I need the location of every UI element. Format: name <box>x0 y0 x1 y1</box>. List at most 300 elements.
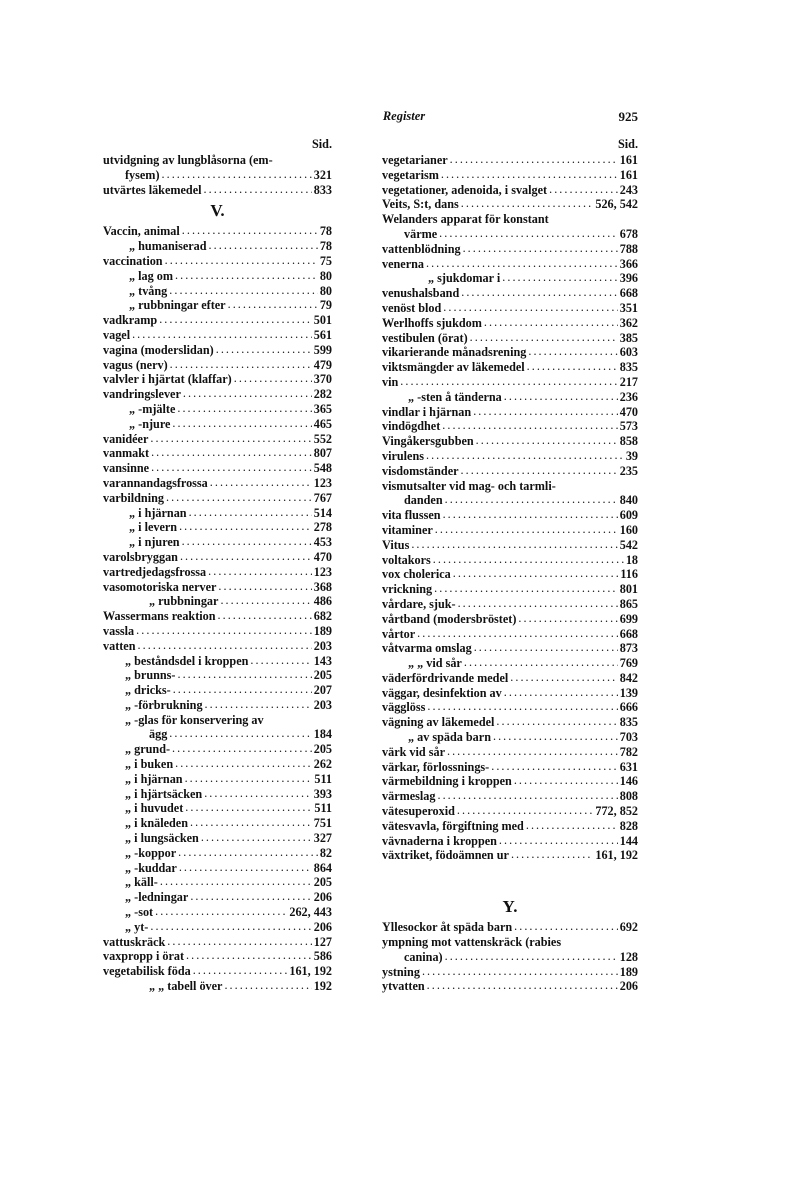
index-entry <box>103 446 332 461</box>
entry-term: ytvatten <box>382 979 425 994</box>
index-entry <box>103 979 332 994</box>
entry-page-ref: 362 <box>619 315 638 330</box>
dot-leader <box>234 372 312 386</box>
dot-leader <box>178 846 318 860</box>
dot-leader <box>474 641 618 655</box>
index-entry <box>382 153 638 168</box>
dot-leader <box>177 668 311 682</box>
entry-page-ref: 393 <box>313 786 332 801</box>
entry-term: venerna <box>382 256 424 271</box>
index-entry <box>382 538 638 553</box>
index-entry <box>103 417 332 432</box>
index-entry <box>103 239 332 254</box>
entry-page-ref: 243 <box>619 182 638 197</box>
index-entry <box>103 387 332 402</box>
entry-page-ref: 833 <box>313 182 332 197</box>
dot-leader <box>250 654 311 668</box>
index-entry <box>103 343 332 358</box>
dot-leader <box>172 417 311 431</box>
entry-term: utvidgning av lungblåsorna (em- <box>103 153 273 167</box>
entry-term: „ beståndsdel i kroppen <box>125 653 249 668</box>
index-entry <box>382 582 638 597</box>
index-entry <box>382 316 638 331</box>
entry-page-ref: 128 <box>619 949 638 964</box>
dot-leader <box>504 390 618 404</box>
index-entry <box>382 434 638 449</box>
entry-page-ref: 321 <box>313 167 332 182</box>
index-entry <box>103 801 332 816</box>
dot-leader <box>175 269 318 283</box>
entry-term: varolsbryggan <box>103 549 178 564</box>
entry-page-ref: 511 <box>314 801 332 816</box>
entry-term: Vingåkersgubben <box>382 434 474 449</box>
dot-leader <box>426 257 618 271</box>
index-entry <box>103 846 332 861</box>
index-entry <box>382 286 638 301</box>
index-entry <box>103 905 332 920</box>
entry-page-ref: 123 <box>313 564 332 579</box>
index-entry <box>382 242 638 257</box>
entry-term: vätesuperoxid <box>382 804 455 819</box>
dot-leader <box>204 787 312 801</box>
dot-leader <box>502 271 617 285</box>
entry-page-ref: 603 <box>619 345 638 360</box>
entry-page-ref: 828 <box>619 818 638 833</box>
entry-page-ref: 206 <box>313 919 332 934</box>
index-entry <box>382 271 638 286</box>
index-entry <box>382 168 638 183</box>
entry-term: väggar, desinfektion av <box>382 685 502 700</box>
dot-leader <box>461 464 618 478</box>
entry-page-ref: 470 <box>313 549 332 564</box>
entry-page-ref: 873 <box>619 641 638 656</box>
entry-term: vandringslever <box>103 387 181 402</box>
index-entry <box>103 506 332 521</box>
dot-leader <box>450 153 618 167</box>
dot-leader <box>155 905 287 919</box>
dot-leader <box>136 624 312 638</box>
entry-page-ref: 205 <box>313 668 332 683</box>
index-entry <box>103 713 332 728</box>
entry-page-ref: 327 <box>313 831 332 846</box>
entry-term: varannandagsfrossa <box>103 475 208 490</box>
dot-leader <box>173 683 312 697</box>
index-entry <box>382 848 638 863</box>
dot-leader <box>167 935 311 949</box>
entry-term: „ i huvudet <box>125 801 184 816</box>
entry-page-ref: 351 <box>619 300 638 315</box>
entry-term: vagel <box>103 327 131 342</box>
dot-leader <box>170 358 312 372</box>
dot-leader <box>179 520 312 534</box>
index-entry <box>103 727 332 742</box>
index-entry <box>103 550 332 565</box>
entry-page-ref: 668 <box>619 286 638 301</box>
entry-term: „ av späda barn <box>408 730 491 745</box>
index-entry <box>382 920 638 935</box>
index-entry <box>382 390 638 405</box>
dot-leader <box>201 831 312 845</box>
entry-page-ref: 262, 443 <box>289 905 332 920</box>
entry-page-ref: 542 <box>619 537 638 552</box>
entry-term: vassla <box>103 623 135 638</box>
entry-page-ref: 82 <box>319 845 332 860</box>
dot-leader <box>527 360 618 374</box>
index-entry <box>103 668 332 683</box>
entry-page-ref: 161 <box>619 153 638 167</box>
entry-term: valvler i hjärtat (klaffar) <box>103 372 232 387</box>
dot-leader <box>504 686 618 700</box>
page-number: 925 <box>618 109 638 124</box>
dot-leader <box>528 345 617 359</box>
entry-term: vanidéer <box>103 431 149 446</box>
index-entry <box>382 523 638 538</box>
dot-leader <box>182 535 312 549</box>
dot-leader <box>228 298 318 312</box>
dot-leader <box>179 861 312 875</box>
dot-leader <box>218 580 311 594</box>
index-entry <box>382 612 638 627</box>
entry-page-ref: 703 <box>619 730 638 745</box>
index-entry <box>103 298 332 313</box>
entry-term: „ „ vid sår <box>408 656 462 671</box>
dot-leader <box>205 698 312 712</box>
dot-leader <box>445 950 618 964</box>
index-entry <box>382 774 638 789</box>
index-entry <box>103 476 332 491</box>
dot-leader <box>411 538 617 552</box>
index-entry <box>103 609 332 624</box>
index-entry <box>103 461 332 476</box>
entry-page-ref: 772, 852 <box>595 804 638 819</box>
index-entry <box>382 641 638 656</box>
entry-page-ref: 144 <box>619 833 638 848</box>
index-entry <box>382 493 638 508</box>
entry-term: „ -mjälte <box>129 401 176 416</box>
dot-leader <box>499 834 618 848</box>
dot-leader <box>169 727 311 741</box>
dot-leader <box>445 493 618 507</box>
dot-leader <box>457 804 593 818</box>
entry-term: väderfördrivande medel <box>382 670 509 685</box>
column-spacer <box>382 863 638 893</box>
entry-term: varbildning <box>103 490 164 505</box>
dot-leader <box>443 301 617 315</box>
entry-page-ref: 514 <box>313 505 332 520</box>
index-entry <box>382 950 638 965</box>
dot-leader <box>172 742 312 756</box>
entry-page-ref: 139 <box>619 685 638 700</box>
entry-term: „ i knäleden <box>125 816 188 831</box>
dot-leader <box>400 375 617 389</box>
entry-page-ref: 751 <box>313 816 332 831</box>
entry-term: „ lag om <box>129 268 174 283</box>
entry-page-ref: 205 <box>313 875 332 890</box>
dot-leader <box>549 183 618 197</box>
dot-leader <box>208 565 312 579</box>
entry-page-ref: 767 <box>313 490 332 505</box>
entry-term: vansinne <box>103 461 150 476</box>
index-entry <box>103 920 332 935</box>
entry-page-ref: 666 <box>619 700 638 715</box>
index-entry <box>382 301 638 316</box>
index-entry <box>103 520 332 535</box>
entry-term: vårdare, sjuk- <box>382 596 456 611</box>
dot-leader <box>165 254 318 268</box>
index-entry <box>382 819 638 834</box>
entry-term: vikarierande månadsrening <box>382 345 527 360</box>
entry-page-ref: 123 <box>313 475 332 490</box>
entry-page-ref: 365 <box>313 401 332 416</box>
entry-page-ref: 278 <box>313 520 332 535</box>
entry-page-ref: 236 <box>619 389 638 404</box>
dot-leader <box>476 434 618 448</box>
entry-page-ref: 470 <box>619 404 638 419</box>
column-label: Sid. <box>312 137 332 151</box>
index-entry <box>103 772 332 787</box>
entry-page-ref: 865 <box>619 596 638 611</box>
entry-page-ref: 192 <box>313 979 332 994</box>
entry-page-ref: 396 <box>619 271 638 286</box>
entry-page-ref: 678 <box>619 226 638 241</box>
entry-term: ympning mot vattenskräck (rabies <box>382 935 562 950</box>
dot-leader <box>166 491 312 505</box>
entry-term: viktsmängder av läkemedel <box>382 360 525 375</box>
entry-term: vårtor <box>382 626 416 641</box>
index-entry <box>103 269 332 284</box>
entry-page-ref: 835 <box>619 715 638 730</box>
section-letter: V. <box>210 201 225 221</box>
dot-leader <box>189 506 312 520</box>
dot-leader <box>216 343 312 357</box>
index-entry <box>103 535 332 550</box>
entry-term: vegetabilisk föda <box>103 964 191 979</box>
dot-leader <box>186 949 312 963</box>
dot-leader <box>514 774 618 788</box>
index-entry <box>382 671 638 686</box>
entry-term: visdomständer <box>382 463 459 478</box>
entry-term: vegetationer, adenoida, i svalget <box>382 182 548 197</box>
dot-leader <box>496 715 617 729</box>
dot-leader <box>511 848 593 862</box>
dot-leader <box>151 461 312 475</box>
entry-page-ref: 80 <box>319 268 332 283</box>
index-entry <box>382 965 638 980</box>
entry-page-ref: 39 <box>625 448 638 463</box>
entry-page-ref: 189 <box>313 623 332 638</box>
dot-leader <box>150 432 311 446</box>
entry-term: „ -ledningar <box>125 890 189 905</box>
index-entry <box>103 224 332 239</box>
dot-leader <box>518 612 617 626</box>
dot-leader <box>180 550 312 564</box>
entry-term: canina) <box>404 949 443 964</box>
dot-leader <box>461 197 594 211</box>
dot-leader <box>473 405 618 419</box>
index-entry <box>103 890 332 905</box>
index-entry <box>103 757 332 772</box>
index-entry <box>382 789 638 804</box>
index-entry <box>103 358 332 373</box>
dot-leader <box>461 286 617 300</box>
index-entry <box>103 594 332 609</box>
entry-page-ref: 282 <box>313 387 332 402</box>
entry-page-ref: 78 <box>319 224 332 239</box>
index-entry <box>382 567 638 582</box>
entry-page-ref: 808 <box>619 789 638 804</box>
index-entry <box>382 419 638 434</box>
entry-term: „ i hjärnan <box>125 771 183 786</box>
entry-term: voltakors <box>382 552 431 567</box>
entry-page-ref: 801 <box>619 582 638 597</box>
index-entry <box>103 964 332 979</box>
index-entry <box>382 449 638 464</box>
entry-term: värmebildning i kroppen <box>382 774 512 789</box>
index-entry <box>103 153 332 168</box>
dot-leader <box>183 387 312 401</box>
entry-term: vox cholerica <box>382 567 451 582</box>
index-entry <box>382 597 638 612</box>
dot-leader <box>224 979 311 993</box>
entry-page-ref: 206 <box>313 890 332 905</box>
index-entry <box>103 183 332 198</box>
entry-term: vegetarism <box>382 167 439 182</box>
index-entry <box>382 804 638 819</box>
dot-leader <box>437 789 617 803</box>
entry-term: vegetarianer <box>382 153 448 167</box>
index-entry <box>103 861 332 876</box>
index-entry <box>382 331 638 346</box>
entry-term: vanmakt <box>103 446 150 461</box>
entry-page-ref: 840 <box>619 493 638 508</box>
entry-term: vatten <box>103 638 136 653</box>
entry-term: virulens <box>382 448 424 463</box>
entry-page-ref: 631 <box>619 759 638 774</box>
index-entry <box>382 257 638 272</box>
entry-term: vindögdhet <box>382 419 441 434</box>
dot-leader <box>491 760 618 774</box>
dot-leader <box>514 920 618 934</box>
dot-leader <box>190 890 311 904</box>
entry-term: vaccination <box>103 253 163 268</box>
dot-leader <box>470 331 618 345</box>
index-entry <box>103 624 332 639</box>
entry-page-ref: 552 <box>313 431 332 446</box>
entry-page-ref: 370 <box>313 372 332 387</box>
dot-leader <box>442 419 617 433</box>
entry-term: vrickning <box>382 582 433 597</box>
index-entry <box>103 787 332 802</box>
index-entry <box>382 760 638 775</box>
entry-term: utvärtes läkemedel <box>103 182 202 197</box>
entry-term: vattenblödning <box>382 241 461 256</box>
entry-page-ref: 561 <box>313 327 332 342</box>
entry-page-ref: 205 <box>313 742 332 757</box>
entry-term: växtriket, födoämnen ur <box>382 848 509 863</box>
entry-term: vindlar i hjärnan <box>382 404 472 419</box>
entry-term: vestibulen (örat) <box>382 330 468 345</box>
entry-term: „ sjukdomar i <box>428 271 501 286</box>
entry-page-ref: 161, 192 <box>595 848 638 863</box>
entry-term: „ yt- <box>125 919 149 934</box>
entry-term: ystning <box>382 964 420 979</box>
dot-leader <box>204 183 312 197</box>
entry-page-ref: 501 <box>313 313 332 328</box>
index-entry <box>382 405 638 420</box>
dot-leader <box>132 328 312 342</box>
entry-page-ref: 184 <box>313 727 332 742</box>
dot-leader <box>447 745 618 759</box>
entry-page-ref: 788 <box>619 241 638 256</box>
entry-term: „ rubbningar <box>149 594 219 609</box>
dot-leader <box>150 920 311 934</box>
entry-term: värkar, förlossnings- <box>382 759 490 774</box>
entry-term: „ -sten å tänderna <box>408 389 502 404</box>
entry-term: venushalsband <box>382 286 460 301</box>
dot-leader <box>151 446 312 460</box>
entry-page-ref: 161, 192 <box>289 964 332 979</box>
dot-leader <box>177 402 311 416</box>
dot-leader <box>210 476 312 490</box>
entry-term: „ i hjärnan <box>129 505 187 520</box>
index-entry <box>382 183 638 198</box>
entry-term: värme <box>404 226 438 241</box>
running-title: Register <box>382 109 426 123</box>
entry-page-ref: 842 <box>619 670 638 685</box>
entry-page-ref: 782 <box>619 744 638 759</box>
entry-term: vin <box>382 374 399 389</box>
entry-page-ref: 479 <box>313 357 332 372</box>
entry-page-ref: 75 <box>319 253 332 268</box>
entry-page-ref: 79 <box>319 298 332 313</box>
dot-leader <box>427 700 617 714</box>
entry-term: vätesvavla, förgiftning med <box>382 818 524 833</box>
index-entry <box>382 212 638 227</box>
index-entry <box>103 742 332 757</box>
entry-term: Wassermans reaktion <box>103 609 216 624</box>
entry-page-ref: 217 <box>619 374 638 389</box>
entry-term: „ tvång <box>129 283 168 298</box>
index-entry <box>382 745 638 760</box>
entry-term: vagina (moderslidan) <box>103 342 214 357</box>
index-entry <box>103 698 332 713</box>
entry-page-ref: 203 <box>313 697 332 712</box>
dot-leader <box>218 609 312 623</box>
entry-term: „ -sot <box>125 905 154 920</box>
index-entry <box>382 730 638 745</box>
entry-term: fysem) <box>125 167 160 182</box>
entry-term: vaxpropp i örat <box>103 949 185 964</box>
dot-leader <box>220 594 311 608</box>
index-entry <box>103 654 332 669</box>
entry-term: „ i lungsäcken <box>125 831 199 846</box>
entry-term: „ brunns- <box>125 668 176 683</box>
entry-term: „ „ tabell över <box>149 979 223 994</box>
entry-page-ref: 203 <box>313 638 332 653</box>
entry-page-ref: 189 <box>619 964 638 979</box>
index-entry <box>382 375 638 390</box>
dot-leader <box>190 816 312 830</box>
entry-page-ref: 699 <box>619 611 638 626</box>
section-letter: Y. <box>502 897 518 917</box>
entry-term: vita flussen <box>382 508 441 523</box>
entry-term: „ -förbrukning <box>125 697 203 712</box>
entry-term: vävnaderna i kroppen <box>382 833 497 848</box>
dot-leader <box>434 582 618 596</box>
entry-term: ägg <box>149 727 168 742</box>
dot-leader <box>159 313 312 327</box>
entry-page-ref: 668 <box>619 626 638 641</box>
